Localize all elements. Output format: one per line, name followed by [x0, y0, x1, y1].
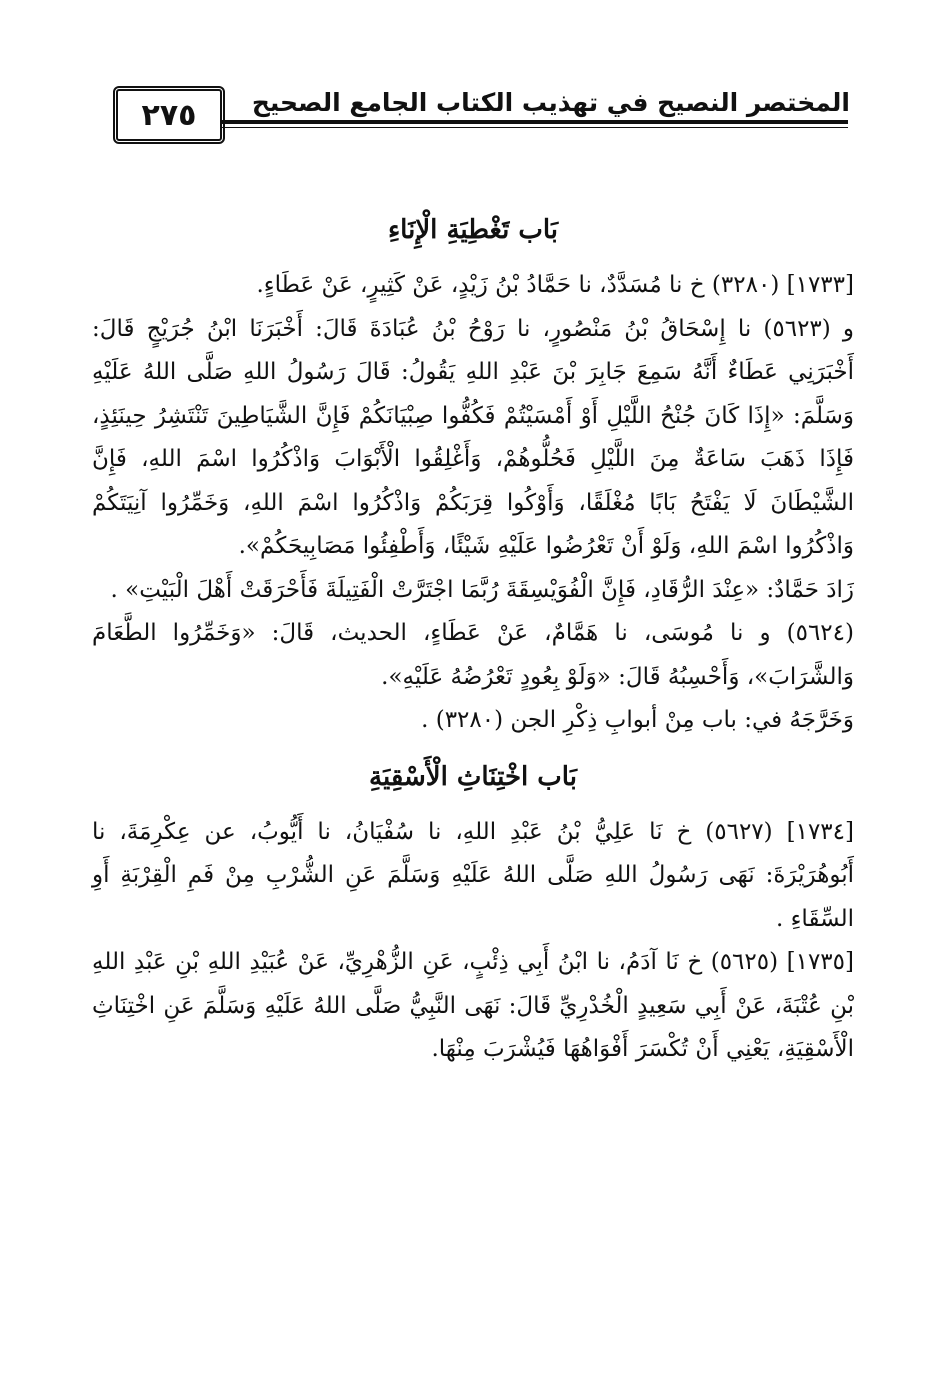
page-body — [92, 210, 854, 1072]
header-rule-thin — [222, 127, 848, 128]
header-rule — [222, 120, 848, 124]
section-heading-cover-vessels: بَاب تَغْطِيَةِ الْإِنَاءِ — [387, 215, 559, 245]
hadith-5623: و (٥٦٢٣) نا إِسْحَاقُ بْنُ مَنْصُورٍ، نا رَوْحُ بْنُ عُبَادَةَ قَالَ: أَخْبَرَنَا ابْنُ جُرَيْجٍ قَالَ: أَخْبَرَنِي عَطَاءٌ أَنَّهُ سَمِعَ جَابِرَ بْنَ عَبْدِ اللهِ يَقُولُ: قَالَ رَسُولُ اللهِ صَلَّى اللهُ عَلَيْهِ وَسَلَّمَ: «إِذَا كَانَ جُنْحُ اللَّيْلِ أَوْ أَمْسَيْتُمْ فَكُفُّوا صِبْيَانَكُمْ فَإِنَّ الشَّيَاطِينَ تَنْتَشِرُ حِينَئِذٍ، فَإِذَا ذَهَبَ سَاعَةٌ مِنَ اللَّيْلِ فَحُلُّوهُمْ، وَأَغْلِقُوا الْأَبْوَابَ وَاذْكُرُوا اسْمَ اللهِ، فَإِنَّ الشَّيْطَانَ لَا يَفْتَحُ بَابًا مُغْلَقًا، وَأَوْكُوا قِرَبَكُمْ وَاذْكُرُوا اسْمَ اللهِ، وَخَمِّرُوا آنِيَتَكُمْ وَاذْكُرُوا اسْمَ اللهِ، وَلَوْ أَنْ تَعْرُضُوا عَلَيْهِ شَيْئًا، وَأَطْفِئُوا مَصَابِيحَكُمْ». — [92, 315, 854, 559]
section-gap — [92, 743, 854, 757]
hadith-5624: (٥٦٢٤) و نا مُوسَى، نا هَمَّامٌ، عَنْ عَطَاءٍ، الحديث، قَالَ: «وَخَمِّرُوا الطَّعَامَ وَالشَّرَابَ»، وَأَحْسِبُهُ قَالَ: «وَلَوْ بِعُودٍ تَعْرُضُهُ عَلَيْهِ». — [92, 620, 854, 690]
section-heading-waterskins: بَاب اخْتِنَاثِ الْأَسْقِيَةِ — [369, 761, 577, 792]
hadith-1733: [١٧٣٣] (٣٢٨٠) خ نا مُسَدَّدٌ، نا حَمَّادُ بْنُ زَيْدٍ، عَنْ كَثِيرٍ، عَنْ عَطَاءٍ. — [256, 272, 854, 298]
page-header — [0, 0, 938, 150]
hammad-addition: زَادَ حَمَّادٌ: «عِنْدَ الرُّقَادِ، فَإِنَّ الْفُوَيْسِقَةَ رُبَّمَا اجْتَرَّتْ الْفَتِيلَةَ فَأَحْرَقَتْ أَهْلَ الْبَيْتِ» . — [110, 576, 854, 603]
cross-reference: وَخَرَّجَهُ في: باب مِنْ أبوابِ ذِكْرِ الجن (٣٢٨٠) . — [421, 707, 854, 733]
book-title: المختصر النصيح في تهذيب الكتاب الجامع الصحيح — [251, 88, 850, 117]
hadith-1735: [١٧٣٥] (٥٦٢٥) خ نَا آدَمُ، نا ابْنُ أَبِي ذِئْبٍ، عَنِ الزُّهْرِيِّ، عَنْ عُبَيْدِ اللهِ بْنِ عَبْدِ اللهِ بْنِ عُتْبَةَ، عَنْ أَبِي سَعِيدٍ الْخُدْرِيِّ قَالَ: نَهَى النَّبِيُّ صَلَّى اللهُ عَلَيْهِ وَسَلَّمَ عَنِ اخْتِنَاثِ الْأَسْقِيَةِ، يَعْنِي أَنْ تُكْسَرَ أَفْوَاهُهَا فَيُشْرَبَ مِنْهَا. — [92, 949, 854, 1062]
hadith-1734: [١٧٣٤] (٥٦٢٧) خ نَا عَلِيُّ بْنُ عَبْدِ اللهِ، نا سُفْيَانُ، نا أَيُّوبُ، عن عِكْرِمَةَ، نا أَبُوهُرَيْرَةَ: نَهَى رَسُولُ اللهِ صَلَّى اللهُ عَلَيْهِ وَسَلَّمَ عَنِ الشُّرْبِ مِنْ فَمِ الْقِرْبَةِ أَوِ السِّقَاءِ . — [92, 818, 854, 932]
page-number: ٢٧٥ — [113, 86, 225, 144]
